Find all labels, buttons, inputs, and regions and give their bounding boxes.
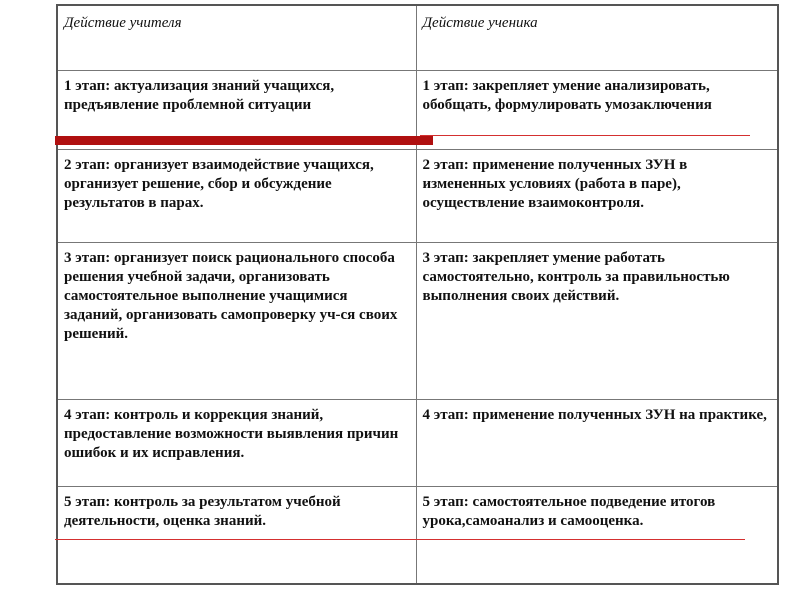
red-underline-bottom: [55, 539, 745, 540]
teacher-stage-5: 5 этап: контроль за результатом учебной деятельности, оценка знаний.: [57, 487, 416, 585]
table-row: [57, 487, 778, 585]
table-row: [57, 243, 778, 400]
student-stage-3: 3 этап: закрепляет умение работать самостоятельно, контроль за правильностью выполнения своих действий.: [416, 243, 778, 400]
table-row: [57, 400, 778, 487]
student-stage-1: 1 этап: закрепляет умение анализировать, обобщать, формулировать умозаключения: [416, 71, 778, 150]
table-header-row: [57, 5, 778, 71]
header-student-action: Действие ученика: [416, 5, 778, 71]
stages-table: [56, 4, 779, 585]
header-teacher-action: Действие учителя: [57, 5, 416, 71]
red-underline-top: [420, 135, 750, 136]
student-stage-2: 2 этап: применение полученных ЗУН в измененных условиях (работа в паре), осуществление взаимоконтроля.: [416, 150, 778, 243]
table-row: [57, 150, 778, 243]
teacher-stage-2: 2 этап: организует взаимодействие учащихся, организует решение, сбор и обсуждение результатов в парах.: [57, 150, 416, 243]
teacher-stage-4: 4 этап: контроль и коррекция знаний, предоставление возможности выявления причин ошибок и их исправления.: [57, 400, 416, 487]
teacher-stage-3: 3 этап: организует поиск рационального способа решения учебной задачи, организовать самостоятельное выполнение учащимися заданий, организовать самопроверку уч-ся своих решений.: [57, 243, 416, 400]
student-stage-5: 5 этап: самостоятельное подведение итогов урока,самоанализ и самооценка.: [416, 487, 778, 585]
teacher-stage-1: 1 этап: актуализация знаний учащихся, предъявление проблемной ситуации: [57, 71, 416, 150]
red-highlight-line: [55, 136, 433, 145]
student-stage-4: 4 этап: применение полученных ЗУН на практике,: [416, 400, 778, 487]
